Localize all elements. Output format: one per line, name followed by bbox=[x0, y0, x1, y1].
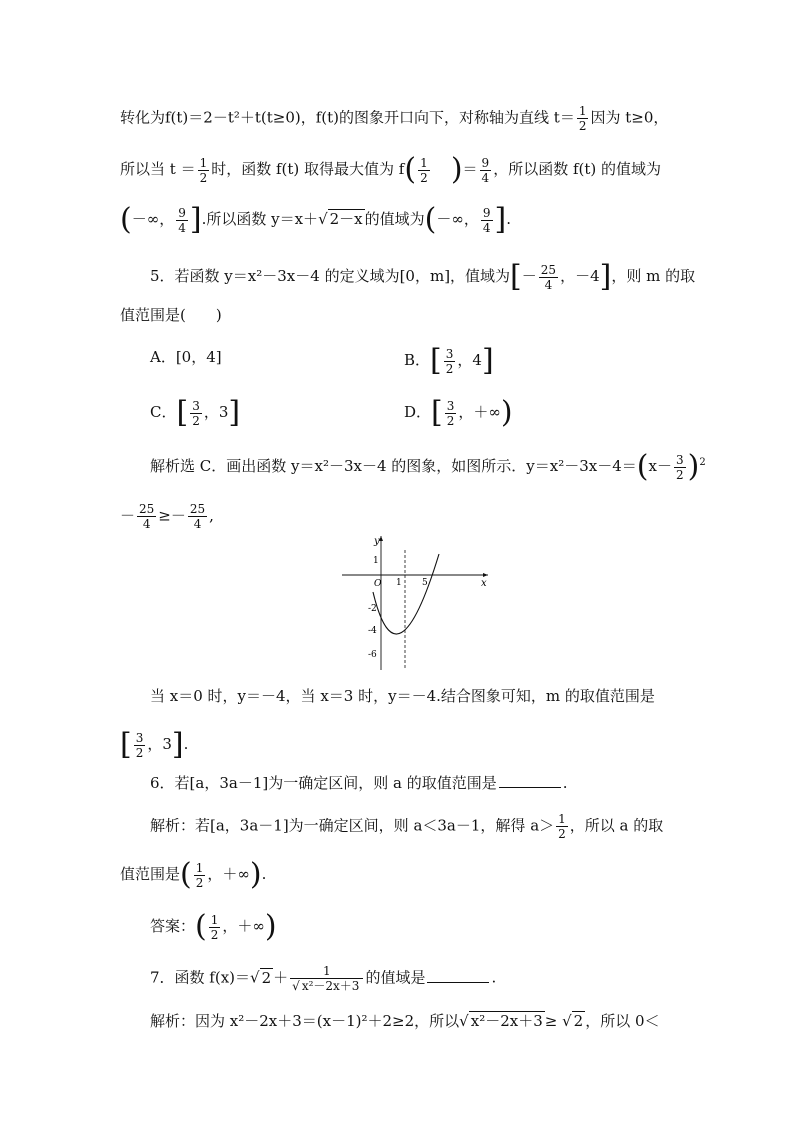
x-axis-label: x bbox=[481, 578, 487, 589]
right-paren: ) bbox=[264, 909, 277, 944]
numerator: 3 bbox=[675, 452, 684, 467]
q5-solution bbox=[150, 449, 706, 484]
left-paren: ( bbox=[424, 202, 437, 237]
left-bracket: [ bbox=[176, 395, 189, 430]
numerator: 25 bbox=[540, 262, 557, 277]
fraction bbox=[556, 812, 568, 841]
text: 解析选 C．画出函数 y＝x²－3x－4 的图象，如图所示．y＝x²－3x－4＝ bbox=[150, 457, 637, 475]
denominator: 2 bbox=[675, 467, 684, 482]
fraction bbox=[539, 263, 558, 292]
text: ，3 bbox=[147, 735, 172, 753]
right-bracket: ] bbox=[228, 395, 241, 430]
right-bracket: ] bbox=[189, 202, 202, 237]
text: ，－4 bbox=[560, 267, 600, 285]
numerator: 1 bbox=[199, 155, 208, 170]
left-bracket: [ bbox=[431, 395, 443, 430]
left-paren: ( bbox=[195, 909, 207, 944]
fraction bbox=[176, 206, 188, 235]
numerator: 9 bbox=[481, 155, 490, 170]
right-paren: ) bbox=[687, 449, 700, 484]
text: 5．若函数 y＝x²－3x－4 的定义域为[0，m]，值域为 bbox=[150, 267, 511, 285]
denominator: 2 bbox=[135, 745, 144, 760]
text: 解析：因为 x²－2x＋3＝(x－1)²＋2≥2，所以 bbox=[150, 1012, 460, 1030]
text: ，＋∞ bbox=[207, 865, 250, 883]
denominator: 2 bbox=[420, 170, 428, 185]
fraction bbox=[674, 453, 686, 482]
q7-stem: 7．函数 f(x)＝√ 2 ＋ $\frac{1}{\text{√ x²－2x＋3}}$ 的值域是 . bbox=[150, 964, 497, 993]
numerator: 1 bbox=[195, 860, 204, 875]
denominator: 4 bbox=[178, 220, 186, 235]
fraction bbox=[445, 399, 457, 428]
text: 值范围是 bbox=[120, 865, 181, 883]
option-c[interactable] bbox=[150, 395, 241, 430]
text: 的值域为 bbox=[364, 210, 425, 228]
y-tick-neg4: -4 bbox=[368, 626, 377, 636]
text: ，3 bbox=[203, 403, 229, 421]
fraction bbox=[188, 502, 207, 531]
fraction bbox=[444, 347, 456, 376]
text: － bbox=[521, 267, 537, 285]
denominator: 2 bbox=[195, 875, 204, 890]
origin-label: O bbox=[374, 579, 382, 589]
option-c-label: C． bbox=[150, 403, 177, 421]
option-b[interactable] bbox=[404, 343, 494, 378]
right-paren: ) bbox=[500, 395, 513, 430]
option-b-label: B． bbox=[404, 351, 431, 369]
fraction bbox=[480, 156, 492, 185]
denominator: 2 bbox=[445, 361, 454, 376]
numerator: 25 bbox=[139, 502, 155, 516]
left-paren: ( bbox=[120, 202, 132, 237]
right-bracket: ] bbox=[599, 259, 612, 294]
answer-label: 答案： bbox=[150, 917, 196, 935]
text: ，＋∞ bbox=[222, 917, 265, 935]
left-paren: ( bbox=[636, 449, 649, 484]
text: ，所以 a 的取 bbox=[569, 816, 664, 835]
left-bracket: [ bbox=[510, 259, 522, 294]
numerator: 3 bbox=[445, 346, 454, 361]
x-tick-5: 5 bbox=[422, 578, 428, 588]
text: ，4 bbox=[457, 351, 482, 369]
numerator: 1 bbox=[558, 812, 566, 826]
sqrt-content: x²－2x＋3 bbox=[301, 979, 360, 993]
y-tick-neg6: -6 bbox=[368, 650, 377, 660]
option-a[interactable] bbox=[150, 346, 222, 368]
para-line-2 bbox=[120, 152, 662, 187]
right-paren: ) bbox=[249, 857, 262, 892]
text: 转化为f(t)＝2－t²＋t(t≥0)，f(t)的图象开口向下，对称轴为直线 t＝ bbox=[120, 108, 575, 127]
right-bracket: ] bbox=[481, 343, 494, 378]
option-a-label: A．[0，4] bbox=[150, 348, 222, 366]
q6-solution-cont: 值范围是( $\frac{1}{2}$ ，＋∞). bbox=[120, 857, 267, 892]
fraction bbox=[194, 861, 206, 890]
q5-stem-cont: 值范围是( ) bbox=[120, 306, 222, 324]
answer-blank[interactable] bbox=[427, 968, 489, 983]
sqrt-content: 2 bbox=[573, 1012, 584, 1030]
para-line-1 bbox=[120, 104, 668, 133]
text: 时，函数 f(t) 取得最大值为 f bbox=[211, 160, 405, 178]
fraction bbox=[577, 104, 589, 133]
q5-answer-range: [ $\frac{3}{2}$ ，3]. bbox=[120, 727, 189, 762]
fraction bbox=[198, 156, 210, 185]
denominator: 2 bbox=[446, 413, 455, 428]
x-tick-1: 1 bbox=[396, 578, 402, 588]
fraction bbox=[137, 502, 156, 531]
denominator: 2 bbox=[578, 119, 587, 133]
denominator: √ x²－2x＋3 bbox=[292, 979, 360, 993]
q5-solution-cont bbox=[120, 502, 214, 531]
right-bracket: ] bbox=[171, 727, 184, 762]
q6-answer bbox=[150, 909, 277, 944]
numerator: 9 bbox=[482, 205, 491, 220]
left-bracket: [ bbox=[120, 727, 132, 762]
parabola-graph bbox=[338, 532, 492, 672]
right-bracket: ] bbox=[494, 202, 507, 237]
text: 的值域是 bbox=[365, 968, 426, 987]
q6-solution bbox=[150, 812, 663, 841]
right-paren: ) bbox=[450, 152, 463, 187]
text: ，＋∞ bbox=[458, 403, 501, 421]
numerator: 1 bbox=[210, 912, 219, 927]
numerator: 25 bbox=[189, 502, 206, 516]
text: , bbox=[209, 506, 214, 525]
fraction bbox=[134, 731, 146, 760]
option-d[interactable] bbox=[404, 395, 513, 430]
sqrt-content: x²－2x＋3 bbox=[470, 1012, 543, 1030]
fraction bbox=[209, 913, 221, 942]
y-axis-label: y bbox=[374, 536, 380, 547]
text: ，则 m 的取 bbox=[611, 267, 696, 285]
text: 6．若[a，3a－1]为一确定区间，则 a 的取值范围是 bbox=[150, 774, 497, 792]
answer-blank[interactable] bbox=[499, 773, 561, 788]
text: . bbox=[491, 968, 497, 987]
exponent: 2 bbox=[699, 457, 706, 468]
text: ，所以函数 f(t) 的值域为 bbox=[493, 160, 662, 178]
fraction bbox=[290, 964, 363, 993]
numerator: 3 bbox=[192, 398, 200, 413]
q7-solution: 解析：因为 x²－2x＋3＝(x－1)²＋2≥2，所以√ x²－2x＋3 ≥ √ 2 ，所以 0＜ bbox=[150, 1012, 660, 1030]
text: －∞， bbox=[436, 210, 479, 228]
numerator: 3 bbox=[135, 730, 144, 745]
text: x－ bbox=[648, 457, 672, 475]
parabola-curve bbox=[373, 554, 439, 634]
text: 解析：若[a，3a－1]为一确定区间，则 a＜3a－1，解得 a＞ bbox=[150, 816, 555, 835]
denominator: 4 bbox=[193, 517, 202, 531]
denominator: 4 bbox=[142, 517, 151, 531]
text: 7．函数 f(x)＝ bbox=[150, 968, 251, 987]
denominator: 2 bbox=[210, 927, 219, 942]
denominator: 4 bbox=[544, 277, 553, 292]
left-paren: ( bbox=[404, 152, 417, 187]
text: ＋ bbox=[273, 968, 289, 987]
y-tick-neg2: -2 bbox=[368, 604, 377, 614]
y-tick-1: 1 bbox=[373, 556, 379, 566]
numerator: 1 bbox=[420, 155, 428, 170]
q6-stem bbox=[150, 772, 567, 794]
denominator: 2 bbox=[199, 170, 208, 185]
numerator: 1 bbox=[290, 964, 363, 979]
denominator: 4 bbox=[482, 220, 491, 235]
fraction bbox=[418, 156, 430, 185]
sqrt-content: 2－x bbox=[329, 210, 363, 228]
para-line-3: (－∞， $\frac{9}{4}$ ].所以函数 y＝x＋√ 2－x 的值域为(－∞， $\frac{9}{4}$ ]. bbox=[120, 202, 512, 237]
left-bracket: [ bbox=[430, 343, 442, 378]
denominator: 2 bbox=[192, 413, 200, 428]
denominator: 4 bbox=[481, 170, 490, 185]
text: －∞， bbox=[131, 210, 175, 228]
sqrt-content: 2 bbox=[261, 968, 272, 987]
q5-solution-conclusion: 当 x＝0 时，y＝－4，当 x＝3 时，y＝－4.结合图象可知，m 的取值范围是 bbox=[150, 687, 655, 705]
numerator: 3 bbox=[446, 398, 455, 413]
q5-stem bbox=[150, 259, 696, 294]
text: .所以函数 y＝x＋ bbox=[201, 210, 319, 228]
text: . bbox=[562, 774, 568, 792]
x-axis-arrow bbox=[483, 573, 488, 577]
left-paren: ( bbox=[180, 857, 192, 892]
option-d-label: D． bbox=[404, 403, 432, 421]
numerator: 9 bbox=[178, 205, 186, 220]
text: ＝ bbox=[462, 160, 478, 178]
fraction bbox=[481, 206, 493, 235]
text: 因为 t≥0， bbox=[590, 108, 669, 127]
text: ，所以 0＜ bbox=[585, 1012, 660, 1030]
text: ≥－ bbox=[158, 506, 186, 525]
text: － bbox=[120, 506, 136, 525]
numerator: 1 bbox=[578, 104, 587, 118]
text: ≥ bbox=[544, 1012, 563, 1030]
text: 所以当 t ＝ bbox=[120, 160, 196, 178]
fraction bbox=[190, 399, 202, 428]
denominator: 2 bbox=[558, 827, 566, 841]
